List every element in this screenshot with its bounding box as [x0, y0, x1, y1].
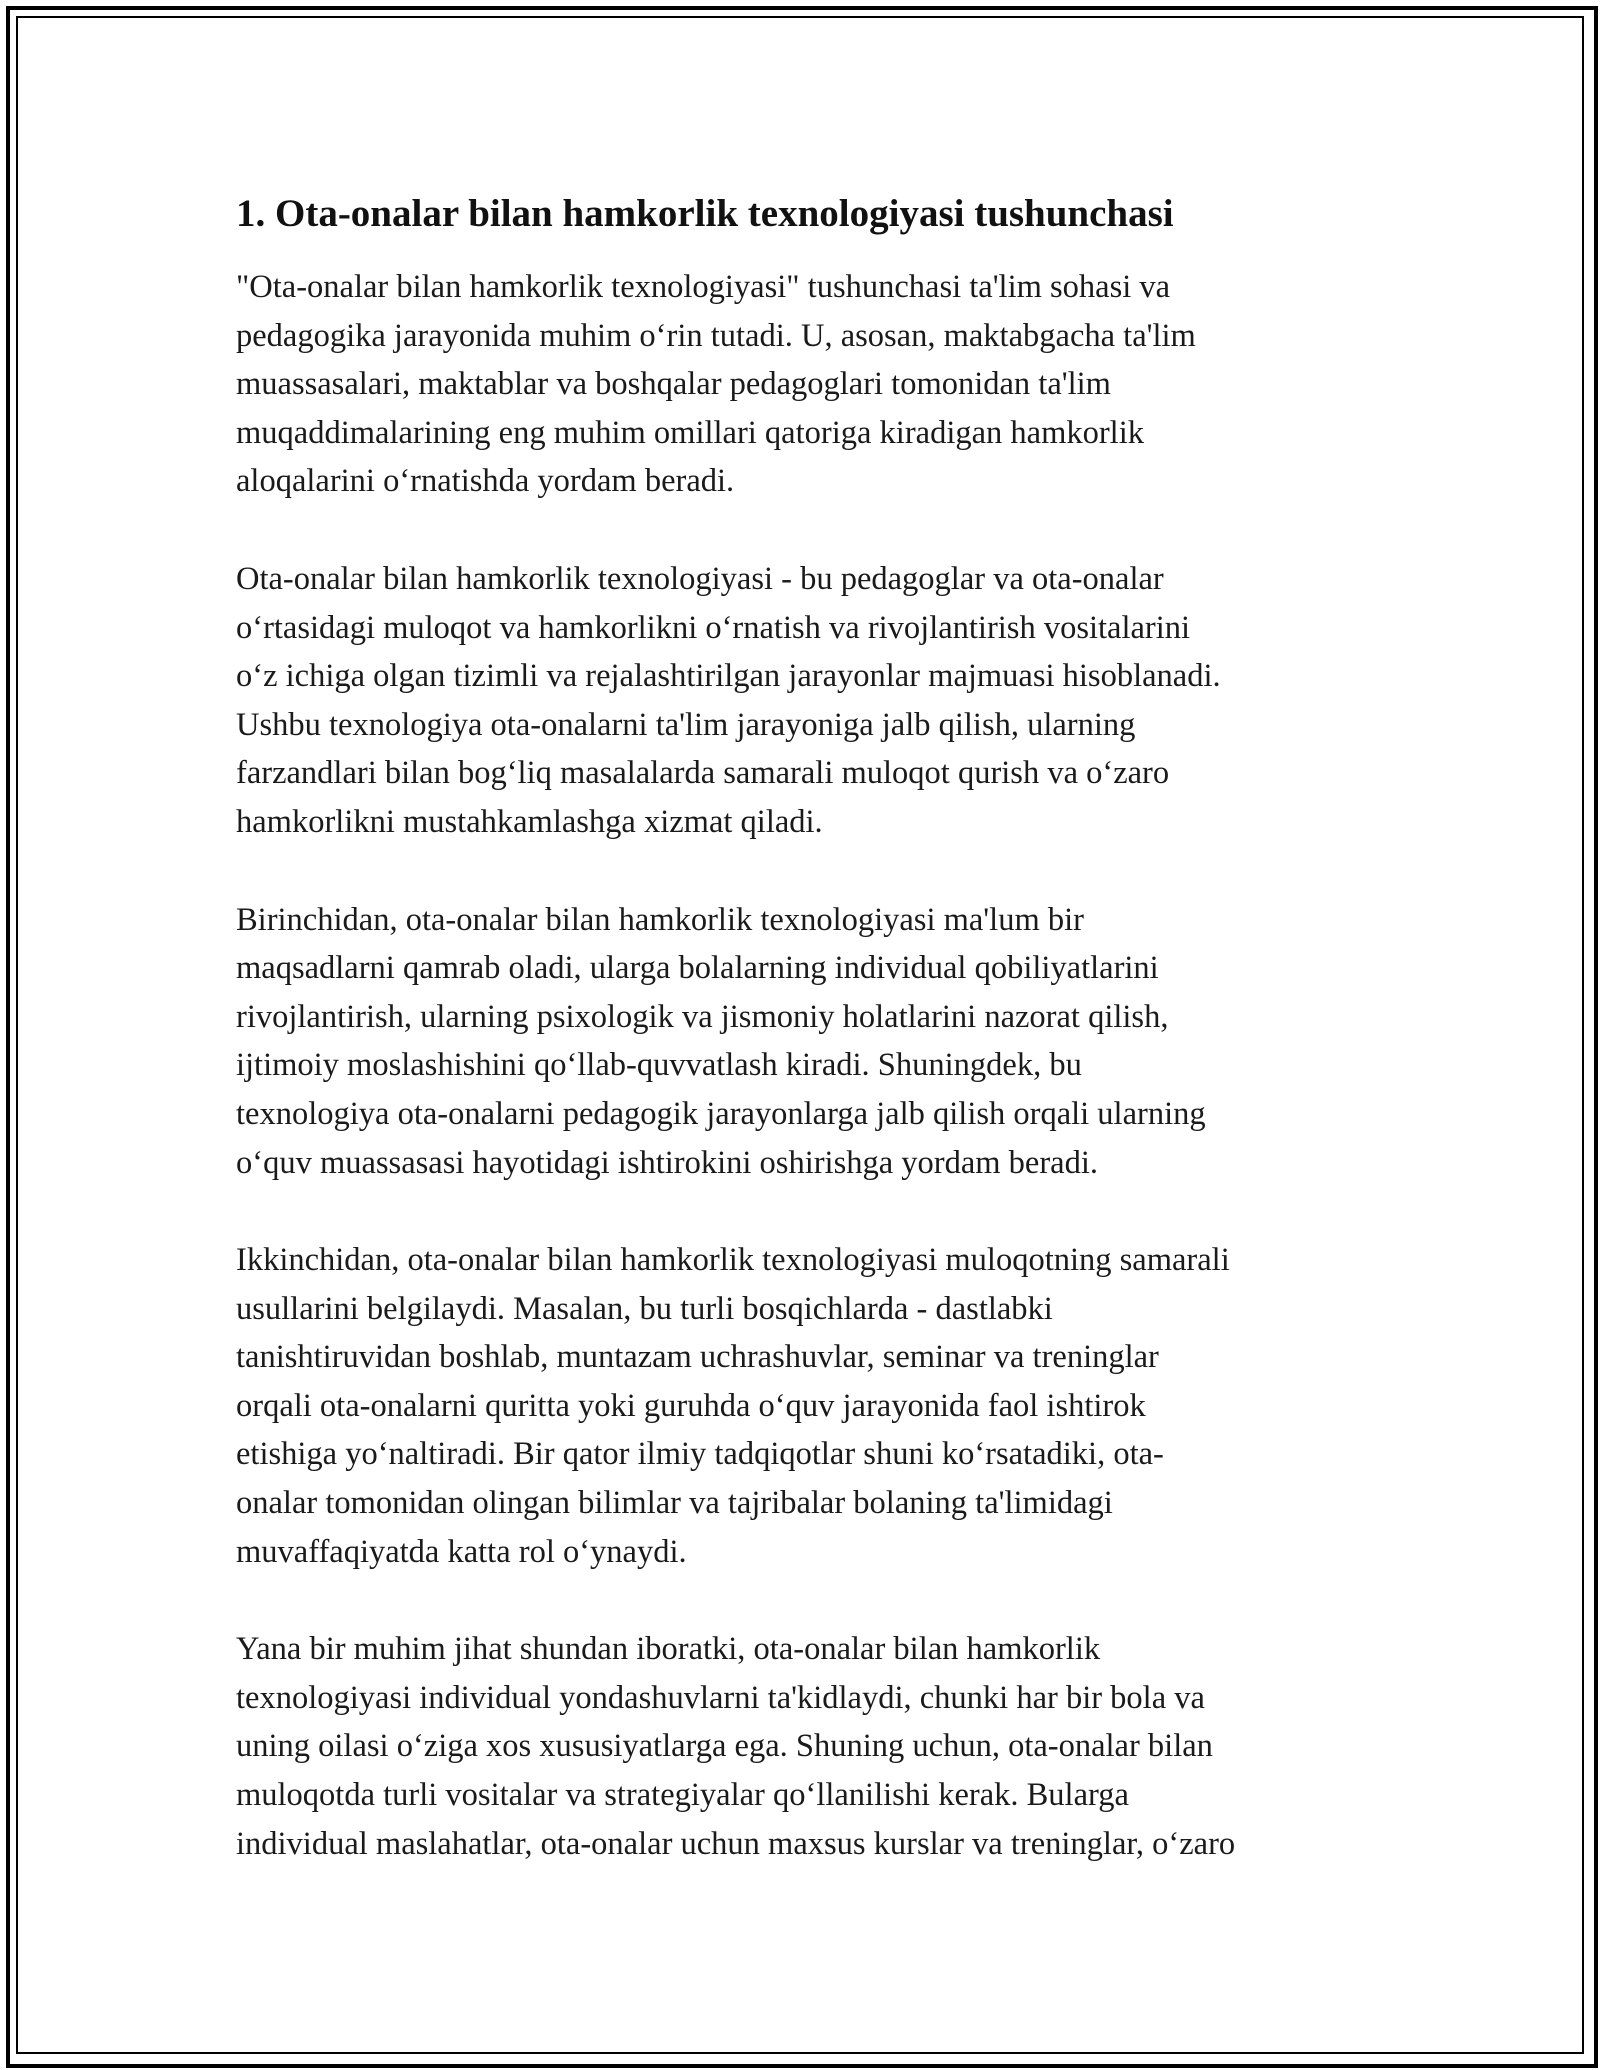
- paragraph: [236, 263, 1376, 506]
- paragraph: [236, 896, 1376, 1188]
- paragraph-line: aloqalarini o‘rnatishda yordam beradi.: [236, 463, 735, 500]
- paragraph-line: hamkorlikni mustahkamlashga xizmat qiladi.: [236, 803, 823, 840]
- paragraph-line: Yana bir muhim jihat shundan iboratki, ota-onalar bilan hamkorlik: [236, 1631, 1101, 1668]
- paragraph-line: texnologiyasi individual yondashuvlarni ta'kidlaydi, chunki har bir bola va: [236, 1679, 1205, 1716]
- document-body: [236, 185, 1376, 1917]
- paragraph: [236, 555, 1376, 847]
- paragraph-line: "Ota-onalar bilan hamkorlik texnologiyasi" tushunchasi ta'lim sohasi va: [236, 269, 1171, 305]
- paragraph-line: pedagogika jarayonida muhim o‘rin tutadi. U, asosan, maktabgacha ta'lim: [236, 317, 1196, 354]
- paragraph-line: muassasalari, maktablar va boshqalar pedagoglari tomonidan ta'lim: [236, 366, 1111, 403]
- paragraph-line: muvaffaqiyatda katta rol o‘ynaydi.: [236, 1533, 687, 1570]
- paragraphs: [236, 263, 1376, 1868]
- paragraph-line: etishiga yo‘naltiradi. Bir qator ilmiy tadqiqotlar shuni ko‘rsatadiki, ota-: [236, 1436, 1164, 1473]
- paragraph-line: Ushbu texnologiya ota-onalarni ta'lim jarayoniga jalb qilish, ularning: [236, 706, 1136, 743]
- paragraph-line: tanishtiruvidan boshlab, muntazam uchrashuvlar, seminar va treninglar: [236, 1339, 1159, 1376]
- paragraph-line: orqali ota-onalarni quritta yoki guruhda o‘quv jarayonida faol ishtirok: [236, 1387, 1146, 1424]
- paragraph-line: o‘z ichiga olgan tizimli va rejalashtirilgan jarayonlar majmuasi hisoblanadi.: [236, 658, 1221, 695]
- paragraph-line: Ikkinchidan, ota-onalar bilan hamkorlik texnologiyasi muloqotning samarali: [236, 1242, 1230, 1279]
- paragraph-line: o‘quv muassasasi hayotidagi ishtirokini oshirishga yordam beradi.: [236, 1144, 1099, 1181]
- paragraph-line: usullarini belgilaydi. Masalan, bu turli bosqichlarda - dastlabki: [236, 1290, 1053, 1327]
- paragraph-line: uning oilasi o‘ziga xos xususiyatlarga ega. Shuning uchun, ota-onalar bilan: [236, 1728, 1213, 1765]
- paragraph-line: maqsadlarni qamrab oladi, ularga bolalarning individual qobiliyatlarini: [236, 950, 1159, 987]
- paragraph: [236, 1625, 1376, 1868]
- paragraph-line: muloqotda turli vositalar va strategiyalar qo‘llanilishi kerak. Bularga: [236, 1777, 1129, 1814]
- paragraph-line: muqaddimalarining eng muhim omillari qatoriga kiradigan hamkorlik: [236, 414, 1144, 451]
- paragraph-line: rivojlantirish, ularning psixologik va jismoniy holatlarini nazorat qilish,: [236, 998, 1169, 1035]
- paragraph-line: ijtimoiy moslashishini qo‘llab-quvvatlash kiradi. Shuningdek, bu: [236, 1047, 1082, 1084]
- paragraph-line: Ota-onalar bilan hamkorlik texnologiyasi - bu pedagoglar va ota-onalar: [236, 560, 1164, 597]
- paragraph-line: texnologiya ota-onalarni pedagogik jarayonlarga jalb qilish orqali ularning: [236, 1095, 1206, 1132]
- paragraph: [236, 1236, 1376, 1576]
- paragraph-line: o‘rtasidagi muloqot va hamkorlikni o‘rnatish va rivojlantirish vositalarini: [236, 609, 1191, 646]
- paragraph-line: farzandlari bilan bog‘liq masalalarda samarali muloqot qurish va o‘zaro: [236, 755, 1170, 792]
- paragraph-line: Birinchidan, ota-onalar bilan hamkorlik texnologiyasi ma'lum bir: [236, 901, 1084, 938]
- paragraph-line: individual maslahatlar, ota-onalar uchun maxsus kurslar va treninglar, o‘zaro: [236, 1825, 1236, 1862]
- section-heading: 1. Ota-onalar bilan hamkorlik texnologiyasi tushunchasi: [236, 192, 1174, 235]
- paragraph-line: onalar tomonidan olingan bilimlar va tajribalar bolaning ta'limidagi: [236, 1485, 1113, 1522]
